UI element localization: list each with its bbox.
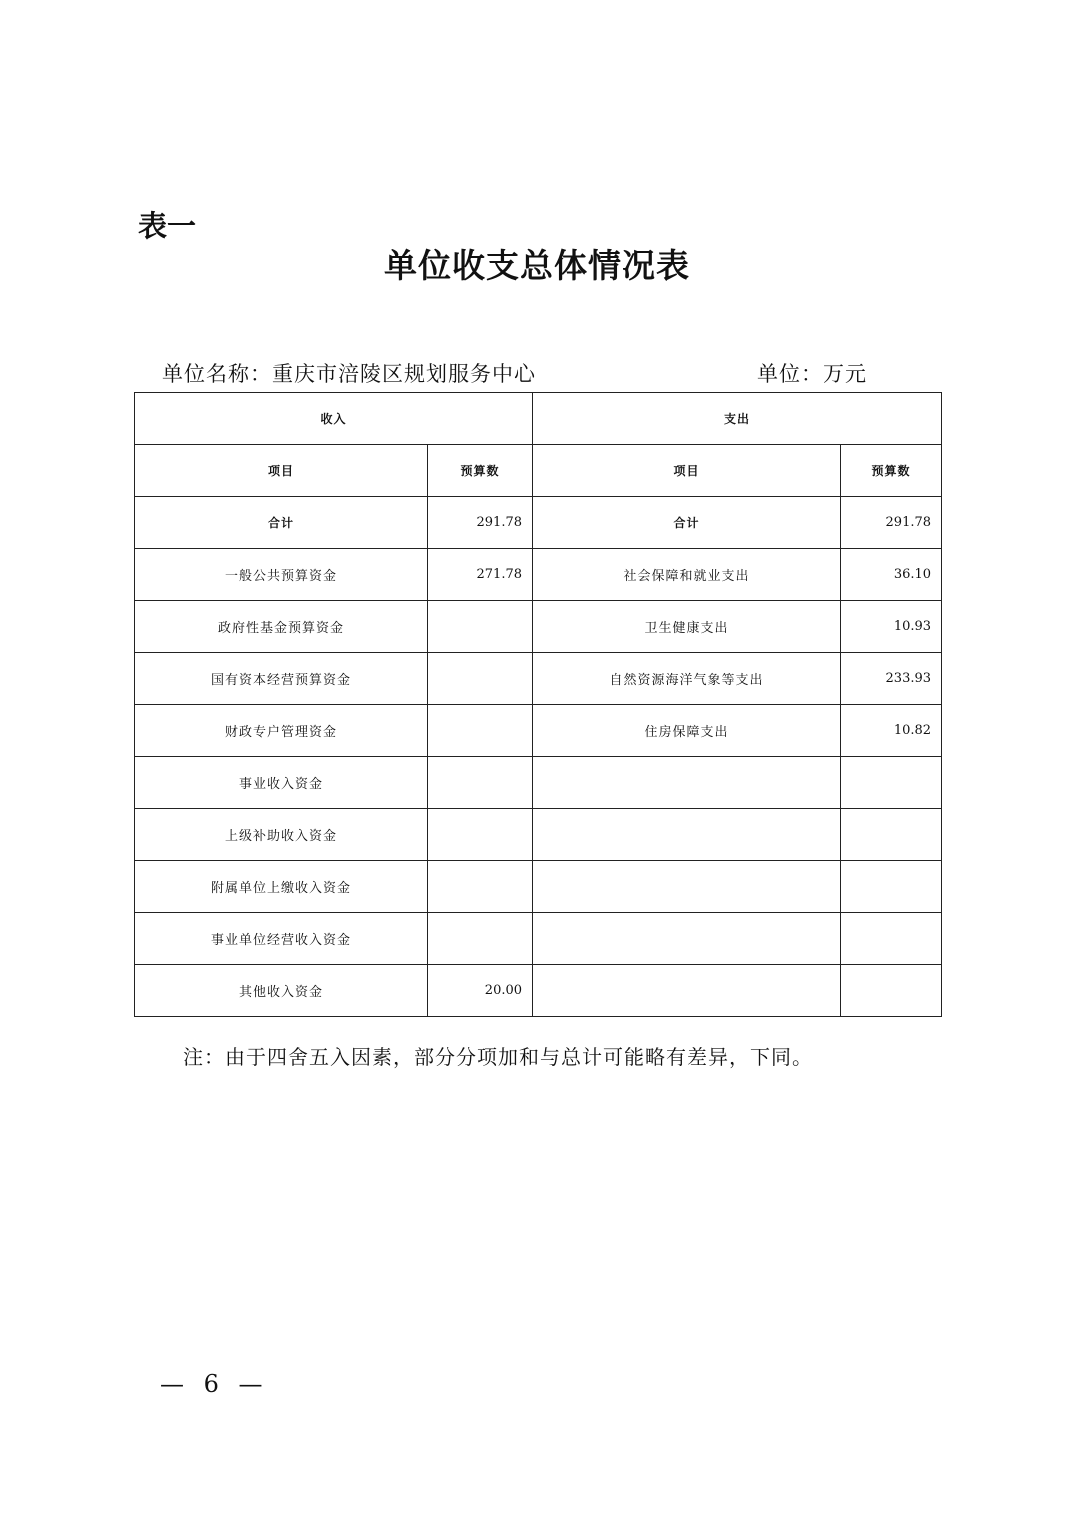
income-total-label: 合计 (135, 497, 428, 549)
budget-table (134, 392, 942, 1017)
income-item: 其他收入资金 (135, 965, 428, 1017)
expense-value: 233.93 (841, 653, 942, 705)
income-value: 20.00 (428, 965, 533, 1017)
table-row (135, 757, 942, 809)
table-row (135, 913, 942, 965)
table-label: 表一 (138, 209, 197, 243)
expense-value: 10.93 (841, 601, 942, 653)
income-item: 一般公共预算资金 (135, 549, 428, 601)
expense-item-header: 项目 (533, 445, 841, 497)
income-value (428, 601, 533, 653)
expense-item: 社会保障和就业支出 (533, 549, 841, 601)
expense-budget-header: 预算数 (841, 445, 942, 497)
table-row (135, 601, 942, 653)
footnote: 注：由于四舍五入因素，部分分项加和与总计可能略有差异，下同。 (183, 1045, 813, 1069)
table-row (135, 393, 942, 445)
page-title: 单位收支总体情况表 (384, 246, 690, 285)
income-item-header: 项目 (135, 445, 428, 497)
income-value (428, 705, 533, 757)
table-row (135, 809, 942, 861)
expense-item (533, 913, 841, 965)
income-value: 271.78 (428, 549, 533, 601)
table-row (135, 965, 942, 1017)
expense-item (533, 809, 841, 861)
page-number: — 6 — (160, 1370, 269, 1398)
income-value (428, 861, 533, 913)
income-value (428, 913, 533, 965)
expense-total-label: 合计 (533, 497, 841, 549)
expense-value: 36.10 (841, 549, 942, 601)
expense-item (533, 757, 841, 809)
income-value (428, 653, 533, 705)
expense-value (841, 757, 942, 809)
table-row (135, 861, 942, 913)
expense-item: 住房保障支出 (533, 705, 841, 757)
table-row (135, 445, 942, 497)
expense-item: 自然资源海洋气象等支出 (533, 653, 841, 705)
total-row (135, 497, 942, 549)
income-item: 国有资本经营预算资金 (135, 653, 428, 705)
income-item: 财政专户管理资金 (135, 705, 428, 757)
table-row (135, 653, 942, 705)
income-total-value: 291.78 (428, 497, 533, 549)
expense-item (533, 965, 841, 1017)
expense-total-value: 291.78 (841, 497, 942, 549)
income-value (428, 757, 533, 809)
income-budget-header: 预算数 (428, 445, 533, 497)
income-header: 收入 (135, 393, 533, 445)
income-value (428, 809, 533, 861)
income-item: 事业单位经营收入资金 (135, 913, 428, 965)
unit-name: 单位名称：重庆市涪陵区规划服务中心 (162, 362, 536, 386)
expense-header: 支出 (533, 393, 942, 445)
expense-value (841, 965, 942, 1017)
table-row (135, 705, 942, 757)
income-item: 附属单位上缴收入资金 (135, 861, 428, 913)
expense-value: 10.82 (841, 705, 942, 757)
expense-value (841, 913, 942, 965)
income-item: 政府性基金预算资金 (135, 601, 428, 653)
expense-item (533, 861, 841, 913)
unit-label: 单位：万元 (757, 362, 867, 386)
income-item: 事业收入资金 (135, 757, 428, 809)
expense-item: 卫生健康支出 (533, 601, 841, 653)
table-row (135, 549, 942, 601)
expense-value (841, 861, 942, 913)
income-item: 上级补助收入资金 (135, 809, 428, 861)
expense-value (841, 809, 942, 861)
